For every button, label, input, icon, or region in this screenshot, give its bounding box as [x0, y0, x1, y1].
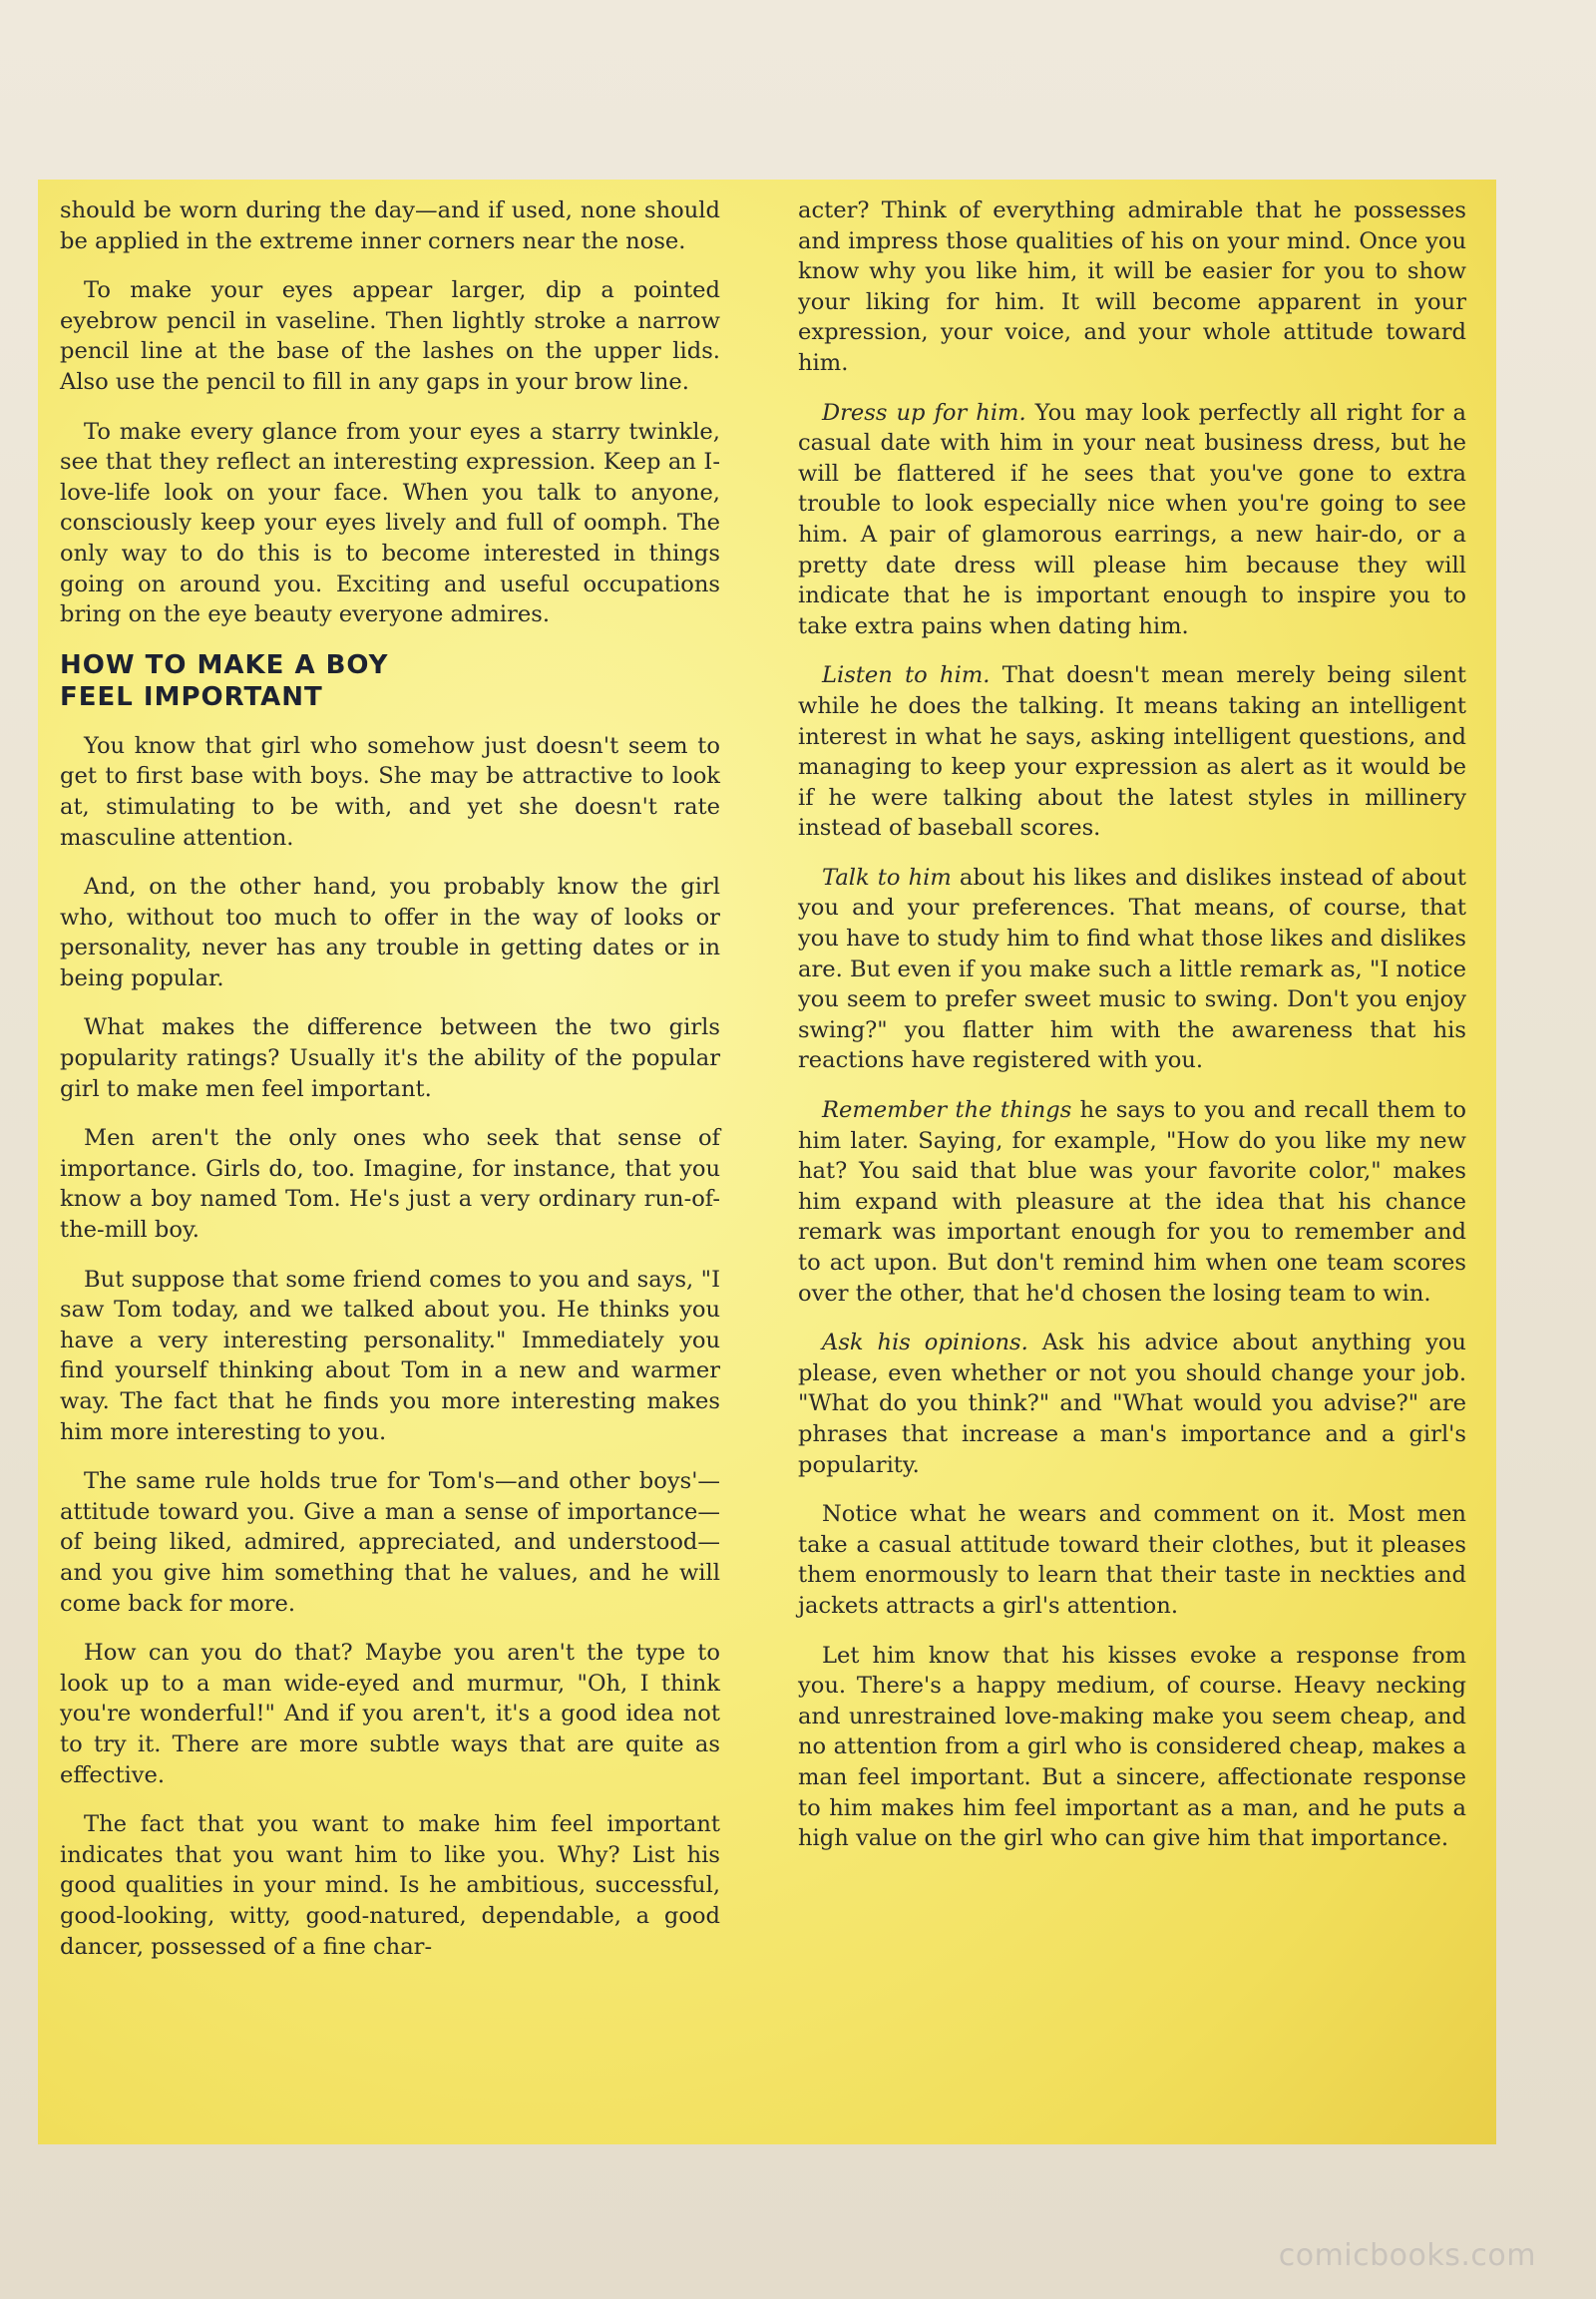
- site-watermark: comicbooks.com: [1278, 2238, 1536, 2273]
- paragraph: What makes the difference between the two girls popularity ratings? Usually it's the ability of the popular girl to make men feel important.: [60, 1014, 720, 1102]
- paragraph: [798, 863, 1466, 1076]
- paragraph-lead: Remember the things: [822, 1097, 1072, 1124]
- paragraph: [798, 1328, 1466, 1480]
- paragraph-body: Ask his advice about anything you please, even whether or not you should change your job. "What do you think?" and "What would you advise?" are phrases that increase a man's importance and a girl's popularity.: [798, 1330, 1466, 1478]
- paragraph: To make your eyes appear larger, dip a pointed eyebrow pencil in vaseline. Then lightly stroke a narrow pencil line at the base of the lashes on the upper lids. Also use the pencil to fill in any gaps in your brow line.: [60, 277, 720, 395]
- paragraph: You know that girl who somehow just doesn't seem to get to first base with boys. She may be attractive to look at, stimulating to be with, and yet she doesn't rate masculine attention.: [60, 732, 720, 851]
- paragraph: [798, 1095, 1466, 1309]
- right-column: [798, 195, 1466, 1873]
- paragraph: acter? Think of everything admirable that he possesses and impress those qualities of his on your mind. Once you know why you like him, it will be easier for you to show your liking for him. It will become apparent in your expression, your voice, and your whole attitude toward him.: [798, 197, 1466, 376]
- paragraph: The same rule holds true for Tom's—and other boys'—attitude toward you. Give a man a sense of importance—of being liked, admired, appreciated, and understood—and you give him something that he values, and he will come back for more.: [60, 1468, 720, 1617]
- paragraph: Notice what he wears and comment on it. Most men take a casual attitude toward their clothes, but it pleases them enormously to learn that their taste in neckties and jackets attracts a girl's attention.: [798, 1501, 1466, 1619]
- section-heading: [60, 649, 720, 713]
- paragraph-body: he says to you and recall them to him later. Saying, for example, "How do you like my new hat? You said that blue was your favorite color," makes him expand with pleasure at the idea that his chance remark was important enough for you to remember and to act upon. But don't remind him when one team scores over the other, that he'd chosen the losing team to win.: [798, 1097, 1466, 1307]
- paragraph-body: You may look perfectly all right for a casual date with him in your neat business dress, but he will be flattered if he sees that you've gone to extra trouble to look especially nice when you're going to see him. A pair of glamorous earrings, a new hair-do, or a pretty date dress will please him because they will indicate that he is important enough to inspire you to take extra pains when dating him.: [798, 399, 1466, 639]
- section-heading-line1: HOW TO MAKE A BOY: [60, 649, 389, 680]
- paragraph: Let him know that his kisses evoke a response from you. There's a happy medium, of course. Heavy necking and unrestrained love-making make you seem cheap, and no attention from a girl who is considered cheap, makes a man feel important. But a sincere, affectionate response to him makes him feel important as a man, and he puts a high value on the girl who can give him that importance.: [798, 1642, 1466, 1852]
- paragraph: should be worn during the day—and if used, none should be applied in the extreme inner corners near the nose.: [60, 197, 720, 254]
- section-heading-line2: FEEL IMPORTANT: [60, 681, 323, 712]
- paragraph: To make every glance from your eyes a starry twinkle, see that they reflect an interesting expression. Keep an I-love-life look on your face. When you talk to anyone, consciously keep your eyes lively and full of oomph. The only way to do this is to become interested in things going on around you. Exciting and useful occupations bring on the eye beauty everyone admires.: [60, 418, 720, 628]
- paragraph: But suppose that some friend comes to you and says, "I saw Tom today, and we talked about you. He thinks you have a very interesting personality." Immediately you find yourself thinking about Tom in a new and warmer way. The fact that he finds you more interesting makes him more interesting to you.: [60, 1266, 720, 1445]
- paragraph-body: about his likes and dislikes instead of about you and your preferences. That means, of course, that you have to study him to find what those likes and dislikes are. But even if you make such a little remark as, "I notice you seem to prefer sweet music to swing. Don't you enjoy swing?" you flatter him with the awareness that his reactions have registered with you.: [798, 864, 1467, 1074]
- paragraph-lead: Ask his opinions.: [822, 1330, 1028, 1356]
- paragraph: And, on the other hand, you probably know the girl who, without too much to offer in the way of looks or personality, never has any trouble in getting dates or in being popular.: [60, 874, 720, 991]
- left-column: [60, 195, 720, 1981]
- paragraph: Men aren't the only ones who seek that sense of importance. Girls do, too. Imagine, for instance, that you know a boy named Tom. He's just a very ordinary run-of-the-mill boy.: [60, 1125, 720, 1244]
- paragraph: The fact that you want to make him feel important indicates that you want him to like you. Why? List his good qualities in your mind. Is he ambitious, successful, good-looking, witty, good-natured, dependable, a good dancer, possessed of a fine char-: [60, 1811, 720, 1960]
- paragraph: How can you do that? Maybe you aren't the type to look up to a man wide-eyed and murmur, "Oh, I think you're wonderful!" And if you aren't, it's a good idea not to try it. There are more subtle ways that are quite as effective.: [60, 1640, 720, 1788]
- paragraph-lead: Listen to him.: [822, 662, 991, 689]
- paragraph-body: That doesn't mean merely being silent while he does the talking. It means taking an intelligent interest in what he says, asking intelligent questions, and managing to keep your expression as alert as it would be if he were talking about the latest styles in millinery instead of baseball scores.: [798, 662, 1466, 842]
- paragraph: [798, 660, 1466, 844]
- paragraph: [798, 398, 1466, 642]
- paragraph-lead: Talk to him: [822, 864, 952, 891]
- paragraph-lead: Dress up for him.: [822, 399, 1026, 426]
